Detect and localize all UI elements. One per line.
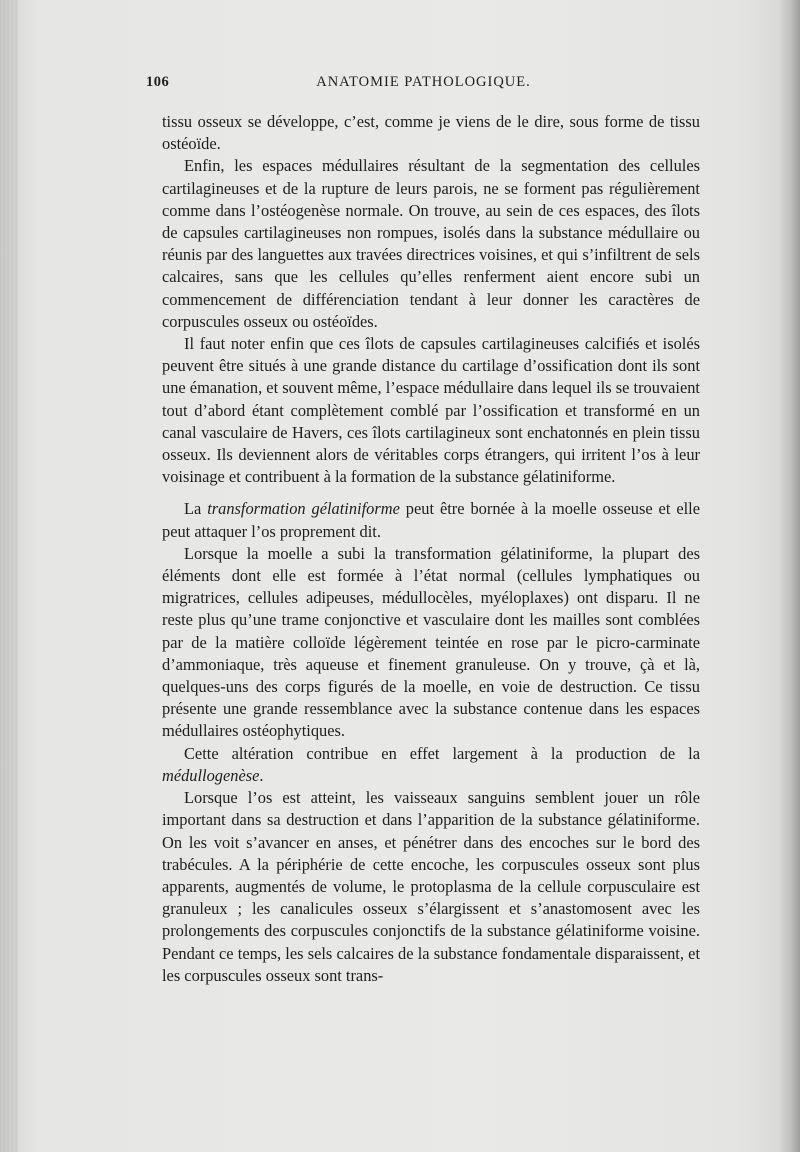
page-edge-shadow xyxy=(778,0,800,1152)
paragraph-lead: La xyxy=(184,499,208,519)
paragraph-lead: Cette altération contribue en effet largement à la production de la xyxy=(184,743,700,763)
page-number: 106 xyxy=(146,74,170,90)
paragraph-medullogenese xyxy=(162,743,700,787)
paragraph: Lorsque la moelle a subi la transformation gélatiniforme, la plupart des éléments dont elle est formée à l’état normal (cellules lymphatiques ou migratrices, cellules adipeuses, médullocèles, myéloplaxes) ont disparu. Il ne reste plus qu’une trame conjonctive et vasculaire dont les mailles sont comblées par de la matière colloïde légèrement teintée en rose par le picro-carminate d’ammoniaque, très aqueuse et finement granuleuse. On y trouve, çà et là, quelques-uns des corps figurés de la moelle, en voie de destruction. Ce tissu présente une grande ressemblance avec la substance contenue dans les espaces médullaires ostéophytiques. xyxy=(162,543,700,741)
page-binding-shadow xyxy=(0,0,18,1152)
page-header xyxy=(146,74,701,96)
paragraph-continued: tissu osseux se développe, c’est, comme je viens de le dire, sous forme de tissu ostéoïde. xyxy=(162,112,700,154)
paragraph-end: . xyxy=(259,765,264,785)
running-title: ANATOMIE PATHOLOGIQUE. xyxy=(316,74,531,90)
italic-term: transformation gélatiniforme xyxy=(207,499,400,519)
paragraph: Il faut noter enfin que ces îlots de capsules cartilagineuses calcifiés et isolés peuvent être situés à une grande distance du cartilage d’ossification dont ils sont une émanation, et souvent même, l’espace médullaire dans lequel ils se trouvaient tout d’abord étant complètement comblé par l’ossification et transformé en un canal vasculaire de Havers, ces îlots cartilagineux sont enchatonnés en plein tissu osseux. Ils deviennent alors de véritables corps étrangers, qui irritent l’os à leur voisinage et contribuent à la formation de la substance gélatiniforme. xyxy=(162,334,700,487)
italic-term: médullogenèse xyxy=(162,765,260,785)
body-text xyxy=(162,111,700,987)
paragraph-transformation xyxy=(162,498,700,542)
paragraph-rest: peut être bornée à la moelle osseuse et elle peut attaquer l’os proprement dit. xyxy=(162,499,700,541)
paragraph: Lorsque l’os est atteint, les vaisseaux sanguins semblent jouer un rôle important dans sa destruction et dans l’apparition de la substance gélatiniforme. On les voit s’avancer en anses, et pénétrer dans des encoches sur le bord des trabécules. A la périphérie de cette encoche, les corpuscules osseux sont plus apparents, augmentés de volume, le protoplasma de la cellule corpusculaire est granuleux ; les canalicules osseux s’élargissent et s’anastomosent avec les prolongements des corpuscules conjonctifs de la substance gélatiniforme voisine. Pendant ce temps, les sels calcaires de la substance fondamentale disparaissent, et les corpuscules osseux sont trans- xyxy=(162,788,700,985)
paragraph: Enfin, les espaces médullaires résultant de la segmentation des cellules cartilagineuses et de la rupture de leurs parois, ne se forment pas régulièrement comme dans l’ostéogenèse normale. On trouve, au sein de ces espaces, des îlots de capsules cartilagineuses non rompues, isolés dans la substance médullaire ou réunis par des languettes aux travées directrices voisines, et qui s’infiltrent de sels calcaires, sans que les cellules qu’elles renferment aient encore subi un commencement de différenciation tendant à leur donner les caractères de corpuscules osseux ou ostéoïdes. xyxy=(162,156,700,331)
